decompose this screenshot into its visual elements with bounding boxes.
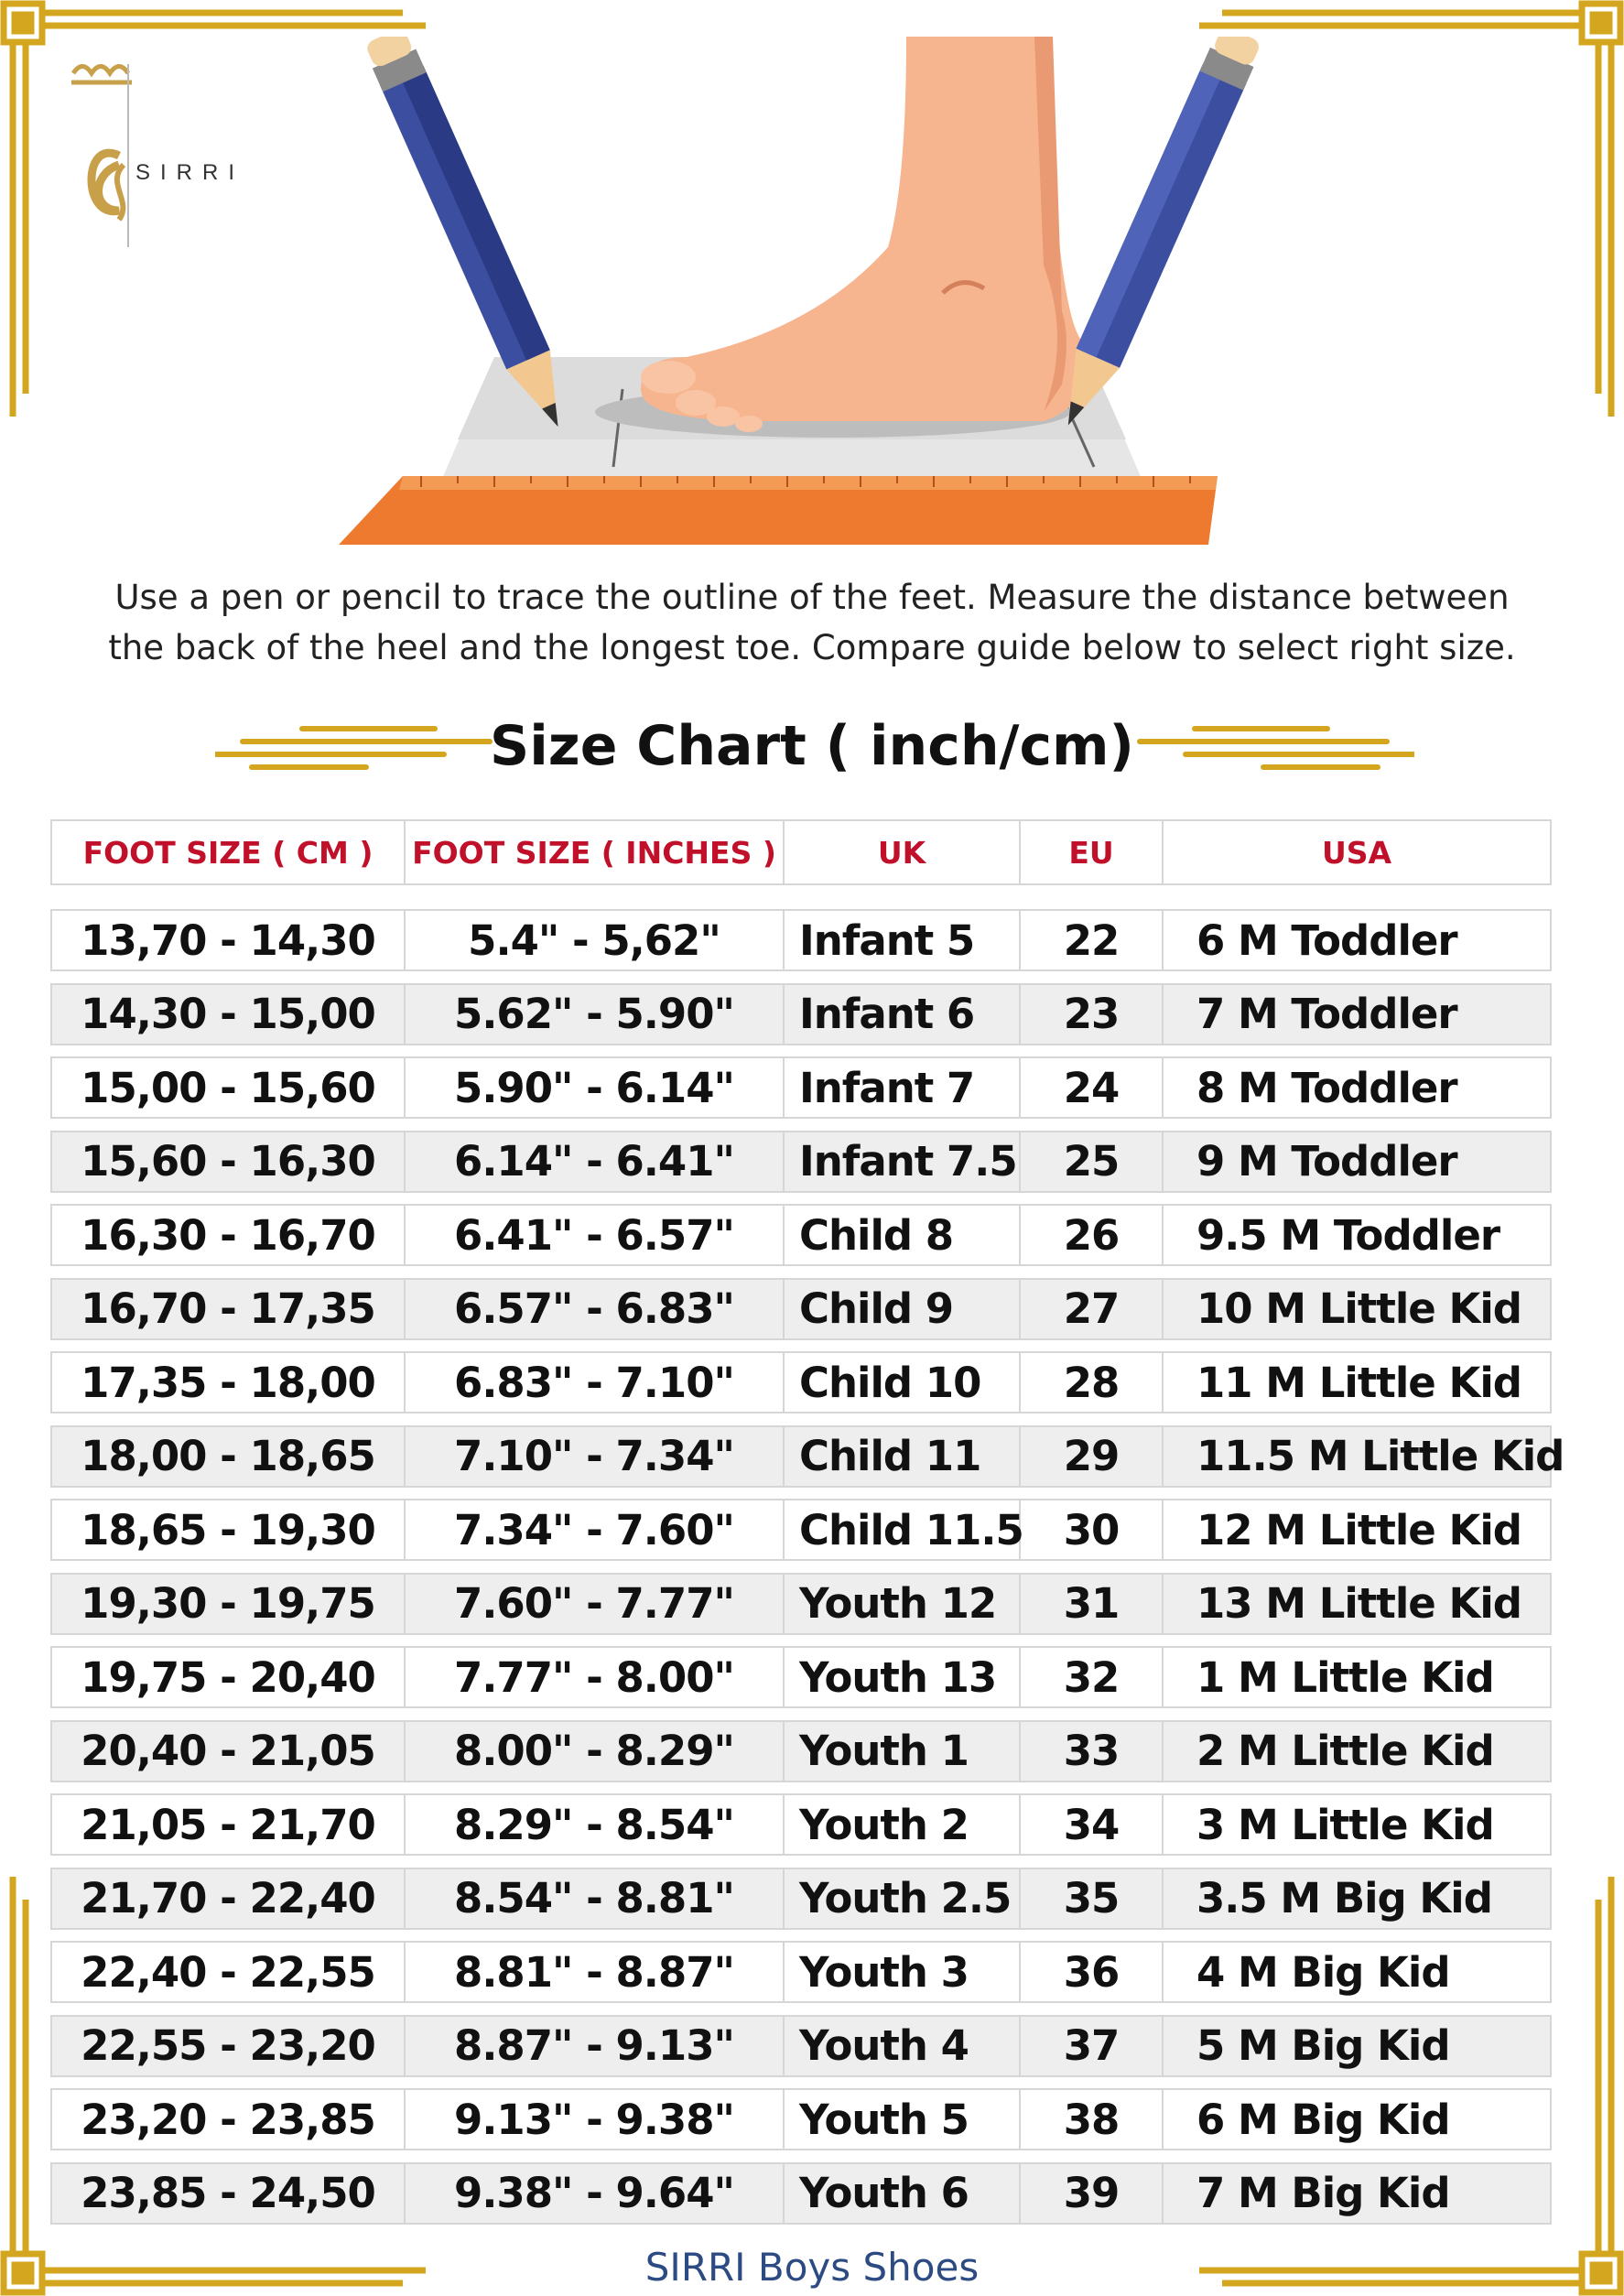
table-row <box>50 983 1552 1045</box>
cell-eu: 25 <box>1021 1132 1164 1191</box>
cell-foot-size-cm: 22,55 - 23,20 <box>52 2017 406 2075</box>
brand-logo <box>64 55 275 256</box>
cell-eu: 28 <box>1021 1353 1164 1412</box>
header-foot-size-inches: FOOT SIZE ( INCHES ) <box>406 821 785 883</box>
cell-foot-size-inches: 7.10" - 7.34" <box>406 1427 785 1486</box>
cell-uk: Youth 4 <box>785 2017 1021 2075</box>
size-chart-table <box>50 819 1564 2217</box>
cell-uk: Infant 7 <box>785 1058 1021 1117</box>
cell-uk: Child 10 <box>785 1353 1021 1412</box>
table-row <box>50 2015 1552 2077</box>
cell-usa: 8 M Toddler <box>1196 1063 1457 1112</box>
foot-measuring-illustration <box>339 37 1291 558</box>
cell-usa: 5 M Big Kid <box>1196 2021 1450 2070</box>
cell-uk: Child 9 <box>785 1280 1021 1338</box>
cell-foot-size-inches: 8.81" - 8.87" <box>406 1943 785 2001</box>
table-row <box>50 1056 1552 1119</box>
cell-eu: 34 <box>1021 1795 1164 1854</box>
cell-eu: 24 <box>1021 1058 1164 1117</box>
cell-uk: Infant 6 <box>785 985 1021 1044</box>
cell-uk: Youth 3 <box>785 1943 1021 2001</box>
table-row <box>50 1573 1552 1635</box>
cell-usa: 6 M Big Kid <box>1196 2095 1450 2144</box>
cell-eu: 36 <box>1021 1943 1164 2001</box>
cell-foot-size-cm: 22,40 - 22,55 <box>52 1943 406 2001</box>
cell-uk: Child 8 <box>785 1206 1021 1264</box>
cell-foot-size-inches: 5.4" - 5,62" <box>406 911 785 969</box>
cell-foot-size-inches: 9.13" - 9.38" <box>406 2090 785 2149</box>
table-row <box>50 1499 1552 1561</box>
cell-uk: Youth 5 <box>785 2090 1021 2149</box>
header-usa: USA <box>1321 834 1392 871</box>
cell-foot-size-inches: 7.60" - 7.77" <box>406 1575 785 1633</box>
cell-eu: 38 <box>1021 2090 1164 2149</box>
cell-foot-size-cm: 18,65 - 19,30 <box>52 1500 406 1559</box>
cell-usa: 3.5 M Big Kid <box>1196 1874 1492 1922</box>
size-chart-header-row <box>50 819 1552 885</box>
cell-usa: 9.5 M Toddler <box>1196 1210 1500 1260</box>
table-row <box>50 1131 1552 1193</box>
table-row <box>50 1204 1552 1266</box>
cell-foot-size-cm: 21,70 - 22,40 <box>52 1869 406 1928</box>
cell-foot-size-cm: 15,00 - 15,60 <box>52 1058 406 1117</box>
cell-foot-size-cm: 21,05 - 21,70 <box>52 1795 406 1854</box>
cell-uk: Youth 1 <box>785 1722 1021 1781</box>
cell-usa: 11.5 M Little Kid <box>1196 1432 1564 1480</box>
cell-foot-size-inches: 8.87" - 9.13" <box>406 2017 785 2075</box>
cell-usa: 2 M Little Kid <box>1196 1727 1494 1775</box>
cell-eu: 22 <box>1021 911 1164 969</box>
table-row <box>50 1646 1552 1708</box>
cell-foot-size-cm: 16,30 - 16,70 <box>52 1206 406 1264</box>
cell-uk: Youth 2 <box>785 1795 1021 1854</box>
table-row <box>50 2162 1552 2225</box>
cell-usa: 7 M Toddler <box>1196 990 1457 1038</box>
cell-usa: 11 M Little Kid <box>1196 1358 1521 1407</box>
cell-uk: Youth 12 <box>785 1575 1021 1633</box>
gold-lines-right-ornament <box>1131 723 1414 778</box>
cell-foot-size-inches: 5.90" - 6.14" <box>406 1058 785 1117</box>
cell-foot-size-inches: 9.38" - 9.64" <box>406 2164 785 2223</box>
cell-foot-size-inches: 6.83" - 7.10" <box>406 1353 785 1412</box>
cell-uk: Child 11.5 <box>785 1500 1021 1559</box>
cell-eu: 39 <box>1021 2164 1164 2223</box>
footer-caption: SIRRI Boys Shoes <box>644 2245 980 2290</box>
table-row <box>50 1793 1552 1856</box>
header-uk: UK <box>785 821 1021 883</box>
cell-foot-size-cm: 23,85 - 24,50 <box>52 2164 406 2223</box>
cell-foot-size-inches: 8.29" - 8.54" <box>406 1795 785 1854</box>
cell-eu: 32 <box>1021 1648 1164 1706</box>
cell-foot-size-inches: 7.77" - 8.00" <box>406 1648 785 1706</box>
measuring-instructions <box>55 572 1569 673</box>
cell-usa: 9 M Toddler <box>1196 1137 1457 1186</box>
cell-eu: 23 <box>1021 985 1164 1044</box>
cell-foot-size-cm: 19,30 - 19,75 <box>52 1575 406 1633</box>
cell-foot-size-cm: 23,20 - 23,85 <box>52 2090 406 2149</box>
table-row <box>50 1720 1552 1782</box>
cell-foot-size-inches: 6.14" - 6.41" <box>406 1132 785 1191</box>
cell-usa: 1 M Little Kid <box>1196 1652 1494 1702</box>
cell-foot-size-inches: 6.41" - 6.57" <box>406 1206 785 1264</box>
cell-foot-size-cm: 19,75 - 20,40 <box>52 1648 406 1706</box>
table-row <box>50 1351 1552 1413</box>
cell-eu: 26 <box>1021 1206 1164 1264</box>
cell-uk: Infant 7.5 <box>785 1132 1021 1191</box>
cell-foot-size-inches: 7.34" - 7.60" <box>406 1500 785 1559</box>
table-row <box>50 1278 1552 1340</box>
cell-eu: 27 <box>1021 1280 1164 1338</box>
cell-usa: 6 M Toddler <box>1196 915 1457 965</box>
cell-foot-size-cm: 13,70 - 14,30 <box>52 911 406 969</box>
table-row <box>50 2088 1552 2150</box>
instructions-line-1: Use a pen or pencil to trace the outline of the feet. Measure the distance between <box>114 578 1510 617</box>
instructions-line-2: the back of the heel and the longest toe. Compare guide below to select right size. <box>108 628 1516 667</box>
cell-foot-size-cm: 20,40 - 21,05 <box>52 1722 406 1781</box>
size-chart-title: Size Chart ( inch/cm) <box>490 714 1134 778</box>
table-row <box>50 1941 1552 2003</box>
cell-eu: 31 <box>1021 1575 1164 1633</box>
cell-foot-size-cm: 17,35 - 18,00 <box>52 1353 406 1412</box>
cell-uk: Youth 13 <box>785 1648 1021 1706</box>
cell-foot-size-inches: 6.57" - 6.83" <box>406 1280 785 1338</box>
header-eu: EU <box>1021 821 1164 883</box>
brand-logo-text: SIRRI <box>135 160 245 185</box>
cell-usa: 7 M Big Kid <box>1196 2169 1450 2217</box>
cell-uk: Infant 5 <box>785 911 1021 969</box>
cell-usa: 13 M Little Kid <box>1196 1579 1521 1628</box>
cell-eu: 35 <box>1021 1869 1164 1928</box>
cell-eu: 33 <box>1021 1722 1164 1781</box>
cell-foot-size-cm: 16,70 - 17,35 <box>52 1280 406 1338</box>
table-row <box>50 1868 1552 1930</box>
cell-foot-size-inches: 8.00" - 8.29" <box>406 1722 785 1781</box>
cell-usa: 12 M Little Kid <box>1196 1505 1521 1554</box>
cell-foot-size-cm: 18,00 - 18,65 <box>52 1427 406 1486</box>
cell-usa: 4 M Big Kid <box>1196 1947 1450 1997</box>
cell-uk: Youth 6 <box>785 2164 1021 2223</box>
size-chart-title-block <box>0 705 1624 796</box>
cell-foot-size-cm: 15,60 - 16,30 <box>52 1132 406 1191</box>
cell-eu: 30 <box>1021 1500 1164 1559</box>
cell-uk: Child 11 <box>785 1427 1021 1486</box>
cell-foot-size-cm: 14,30 - 15,00 <box>52 985 406 1044</box>
cell-eu: 37 <box>1021 2017 1164 2075</box>
table-row <box>50 1425 1564 1488</box>
cell-usa: 10 M Little Kid <box>1196 1284 1521 1333</box>
table-row <box>50 909 1552 971</box>
cell-eu: 29 <box>1021 1427 1164 1486</box>
header-foot-size-cm: FOOT SIZE ( CM ) <box>52 821 406 883</box>
cell-foot-size-inches: 8.54" - 8.81" <box>406 1869 785 1928</box>
cell-uk: Youth 2.5 <box>785 1869 1021 1928</box>
cell-foot-size-inches: 5.62" - 5.90" <box>406 985 785 1044</box>
cell-usa: 3 M Little Kid <box>1196 1800 1494 1849</box>
